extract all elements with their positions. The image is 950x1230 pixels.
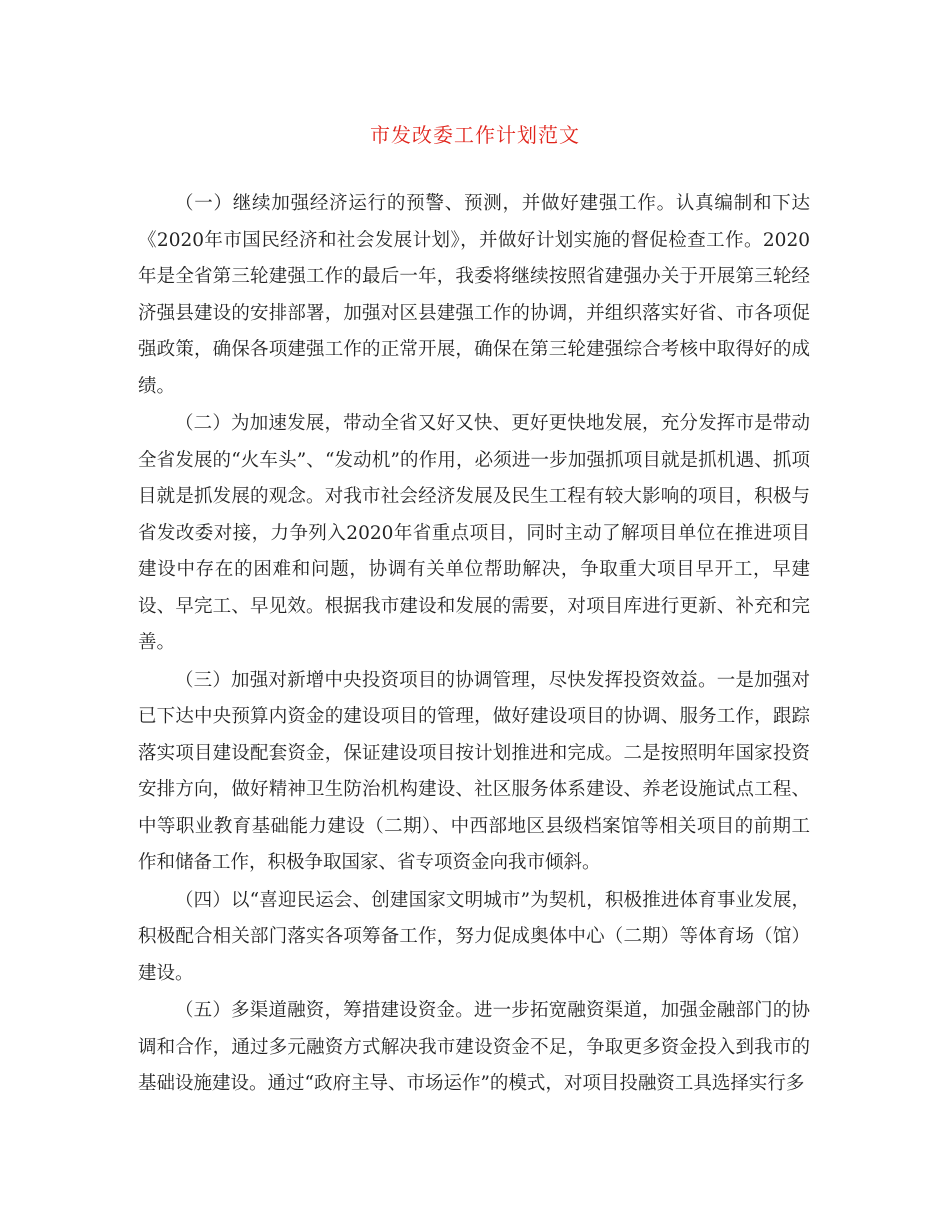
document-title: 市发改委工作计划范文 (370, 123, 580, 147)
document-body (138, 186, 810, 1104)
paragraph-4: （四）以“喜迎民运会、创建国家文明城市”为契机，积极推进体育事业发展，积极配合相关部门落实各项筹备工作，努力促成奥体中心（二期）等体育场（馆）建设。 (138, 889, 810, 984)
paragraph-3: （三）加强对新增中央投资项目的协调管理，尽快发挥投资效益。一是加强对已下达中央预算内资金的建设项目的管理，做好建设项目的协调、服务工作，跟踪落实项目建设配套资金，保证建设项目按计划推进和完成。二是按照明年国家投资安排方向，做好精神卫生防治机构建设、社区服务体系建设、养老设施试点工程、中等职业教育基础能力建设（二期）、中西部地区县级档案馆等相关项目的前期工作和储备工作，积极争取国家、省专项资金向我市倾斜。 (138, 669, 810, 873)
paragraph-1: （一）继续加强经济运行的预警、预测，并做好建强工作。认真编制和下达《2020年市国民经济和社会发展计划》，并做好计划实施的督促检查工作。2020年是全省第三轮建强工作的最后一年，我委将继续按照省建强办关于开展第三轮经济强县建设的安排部署，加强对区县建强工作的协调，并组织落实好省、市各项促强政策，确保各项建强工作的正常开展，确保在第三轮建强综合考核中取得好的成绩。 (138, 193, 810, 397)
paragraph-5: （五）多渠道融资，筹措建设资金。进一步拓宽融资渠道，加强金融部门的协调和合作，通过多元融资方式解决我市建设资金不足，争取更多资金投入到我市的基础设施建设。通过“政府主导、市场运作”的模式，对项目投融资工具选择实行多 (138, 1000, 810, 1094)
paragraph-2: （二）为加速发展，带动全省又好又快、更好更快地发展，充分发挥市是带动全省发展的“火车头”、“发动机”的作用，必须进一步加强抓项目就是抓机遇、抓项目就是抓发展的观念。对我市社会经济发展及民生工程有较大影响的项目，积极与省发改委对接，力争列入2020年省重点项目，同时主动了解项目单位在推进项目建设中存在的困难和问题，协调有关单位帮助解决，争取重大项目早开工，早建设、早完工、早见效。根据我市建设和发展的需要，对项目库进行更新、补充和完善。 (138, 413, 810, 653)
